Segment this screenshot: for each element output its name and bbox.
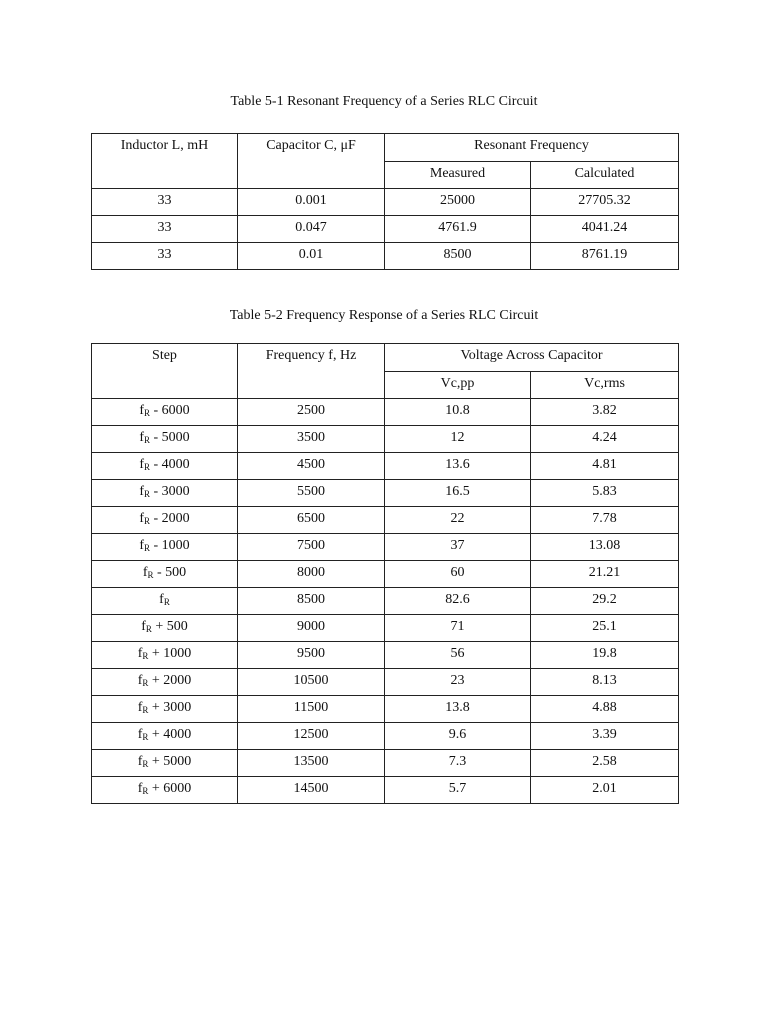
cell-measured: 4761.9 (385, 216, 531, 243)
cell-inductor: 33 (92, 243, 238, 270)
cell-step: $f_R - 1000$ (92, 534, 238, 561)
table-row (92, 588, 679, 615)
cell-frequency: 8000 (238, 561, 385, 588)
cell-calculated: 27705.32 (531, 189, 679, 216)
table-row (92, 696, 679, 723)
cell-step: $f_R - 5000$ (92, 426, 238, 453)
cell-step: $f_R - 2000$ (92, 507, 238, 534)
cell-vc-pp: 7.3 (385, 750, 531, 777)
table-row (92, 669, 679, 696)
cell-step: $f_R - 3000$ (92, 480, 238, 507)
cell-frequency: 6500 (238, 507, 385, 534)
cell-capacitor: 0.01 (238, 243, 385, 270)
cell-step: $f_R + 6000$ (92, 777, 238, 804)
cell-inductor: 33 (92, 216, 238, 243)
cell-step: $f_R + 1000$ (92, 642, 238, 669)
table2-caption: Table 5-2 Frequency Response of a Series RLC Circuit (229, 308, 539, 323)
header-resonant-frequency: Resonant Frequency (385, 134, 679, 162)
cell-vc-rms: 4.81 (531, 453, 679, 480)
table-row (92, 480, 679, 507)
resonant-frequency-table (91, 133, 679, 270)
cell-vc-pp: 23 (385, 669, 531, 696)
cell-frequency: 9000 (238, 615, 385, 642)
cell-vc-rms: 19.8 (531, 642, 679, 669)
cell-vc-rms: 8.13 (531, 669, 679, 696)
cell-vc-pp: 22 (385, 507, 531, 534)
table-row (92, 399, 679, 426)
header-voltage-across-capacitor: Voltage Across Capacitor (385, 344, 679, 372)
header-frequency: Frequency f, Hz (238, 344, 385, 399)
table-row (92, 426, 679, 453)
header-vc-rms: Vc,rms (531, 371, 679, 399)
table-row (92, 615, 679, 642)
table1-caption: Table 5-1 Resonant Frequency of a Series RLC Circuit (230, 94, 538, 109)
cell-step: $f_R - 6000$ (92, 399, 238, 426)
cell-capacitor: 0.001 (238, 189, 385, 216)
frequency-response-table (91, 343, 679, 804)
cell-frequency: 2500 (238, 399, 385, 426)
cell-frequency: 7500 (238, 534, 385, 561)
table-row (92, 216, 679, 243)
cell-inductor: 33 (92, 189, 238, 216)
cell-vc-rms: 13.08 (531, 534, 679, 561)
cell-capacitor: 0.047 (238, 216, 385, 243)
cell-vc-pp: 5.7 (385, 777, 531, 804)
cell-measured: 8500 (385, 243, 531, 270)
cell-frequency: 14500 (238, 777, 385, 804)
cell-vc-rms: 2.58 (531, 750, 679, 777)
cell-vc-pp: 10.8 (385, 399, 531, 426)
cell-vc-rms: 2.01 (531, 777, 679, 804)
cell-vc-pp: 12 (385, 426, 531, 453)
table-row (92, 453, 679, 480)
cell-step: $f_R$ (92, 588, 238, 615)
header-calculated: Calculated (531, 161, 679, 189)
cell-vc-rms: 25.1 (531, 615, 679, 642)
cell-vc-pp: 13.8 (385, 696, 531, 723)
cell-vc-rms: 4.24 (531, 426, 679, 453)
table-row (92, 243, 679, 270)
table-row (92, 723, 679, 750)
cell-frequency: 9500 (238, 642, 385, 669)
cell-calculated: 8761.19 (531, 243, 679, 270)
cell-vc-pp: 56 (385, 642, 531, 669)
cell-vc-rms: 3.82 (531, 399, 679, 426)
header-vc-pp: Vc,pp (385, 371, 531, 399)
cell-frequency: 11500 (238, 696, 385, 723)
cell-step: $f_R + 3000$ (92, 696, 238, 723)
cell-vc-pp: 60 (385, 561, 531, 588)
header-capacitor: Capacitor C, μF (238, 134, 385, 189)
cell-vc-rms: 5.83 (531, 480, 679, 507)
cell-frequency: 12500 (238, 723, 385, 750)
cell-vc-pp: 37 (385, 534, 531, 561)
table-row (92, 507, 679, 534)
cell-step: $f_R + 500$ (92, 615, 238, 642)
header-measured: Measured (385, 161, 531, 189)
table-row (92, 189, 679, 216)
cell-vc-rms: 7.78 (531, 507, 679, 534)
cell-measured: 25000 (385, 189, 531, 216)
cell-vc-rms: 4.88 (531, 696, 679, 723)
cell-vc-pp: 9.6 (385, 723, 531, 750)
cell-vc-rms: 3.39 (531, 723, 679, 750)
cell-vc-rms: 21.21 (531, 561, 679, 588)
cell-frequency: 3500 (238, 426, 385, 453)
cell-vc-pp: 16.5 (385, 480, 531, 507)
cell-frequency: 4500 (238, 453, 385, 480)
table-row (92, 561, 679, 588)
cell-calculated: 4041.24 (531, 216, 679, 243)
cell-frequency: 10500 (238, 669, 385, 696)
header-step: Step (92, 344, 238, 399)
cell-step: $f_R - 4000$ (92, 453, 238, 480)
table-row (92, 642, 679, 669)
cell-frequency: 5500 (238, 480, 385, 507)
cell-vc-rms: 29.2 (531, 588, 679, 615)
table-row (92, 534, 679, 561)
header-inductor: Inductor L, mH (92, 134, 238, 189)
cell-step: $f_R + 5000$ (92, 750, 238, 777)
cell-vc-pp: 13.6 (385, 453, 531, 480)
cell-step: $f_R + 4000$ (92, 723, 238, 750)
table-row (92, 777, 679, 804)
cell-step: $f_R + 2000$ (92, 669, 238, 696)
cell-frequency: 13500 (238, 750, 385, 777)
cell-frequency: 8500 (238, 588, 385, 615)
table-row (92, 750, 679, 777)
cell-vc-pp: 71 (385, 615, 531, 642)
cell-step: $f_R - 500$ (92, 561, 238, 588)
cell-vc-pp: 82.6 (385, 588, 531, 615)
